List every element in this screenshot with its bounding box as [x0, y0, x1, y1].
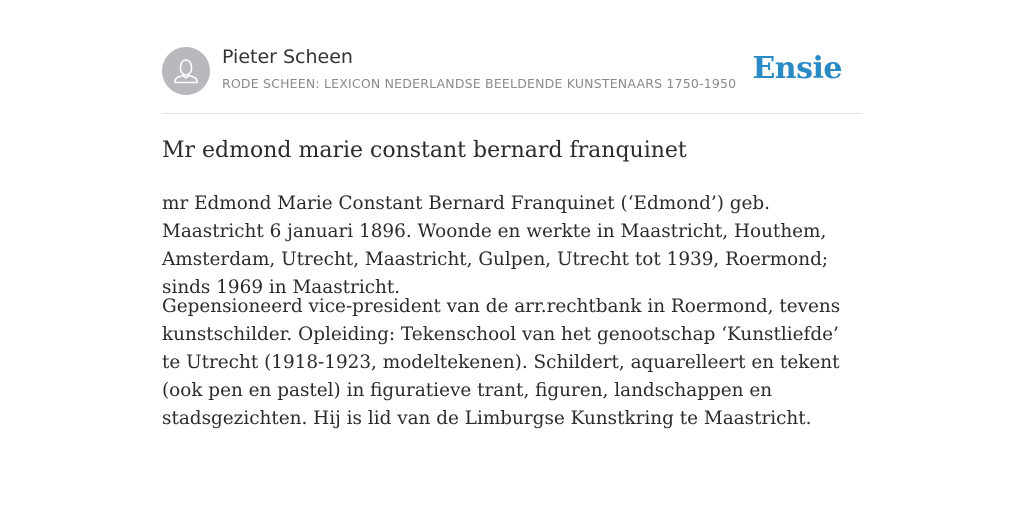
avatar[interactable] [162, 47, 210, 95]
article-header [162, 46, 862, 96]
source-title[interactable]: RODE SCHEEN: LEXICON NEDERLANDSE BEELDENDE KUNSTENAARS 1750-1950 [222, 76, 737, 91]
divider [162, 113, 862, 114]
user-icon [162, 47, 210, 95]
ensie-logo[interactable]: Ensie [752, 51, 842, 86]
page-title: Mr edmond marie constant bernard franquinet [162, 138, 687, 163]
article-paragraph-1: mr Edmond Marie Constant Bernard Franquinet (‘Edmond’) geb. Maastricht 6 januari 1896. Woonde en werkte in Maastricht, Houthem, Amsterdam, Utrecht, Maastricht, Gulpen, Utrecht tot 1939, Roermond; sinds 1969 in Maastricht. [162, 193, 829, 298]
article-paragraph-2: Gepensioneerd vice-president van de arr.rechtbank in Roermond, tevens kunstschilder. Opleiding: Tekenschool van het genootschap ‘Kunstliefde’ te Utrecht (1918-1923, modeltekenen). Schildert, aquarelleert en tekent (ook pen en pastel) in figuratieve trant, figuren, landschappen en stadsgezichten. Hij is lid van de Limburgse Kunstkring te Maastricht. [162, 296, 841, 429]
author-name[interactable]: Pieter Scheen [222, 46, 353, 68]
